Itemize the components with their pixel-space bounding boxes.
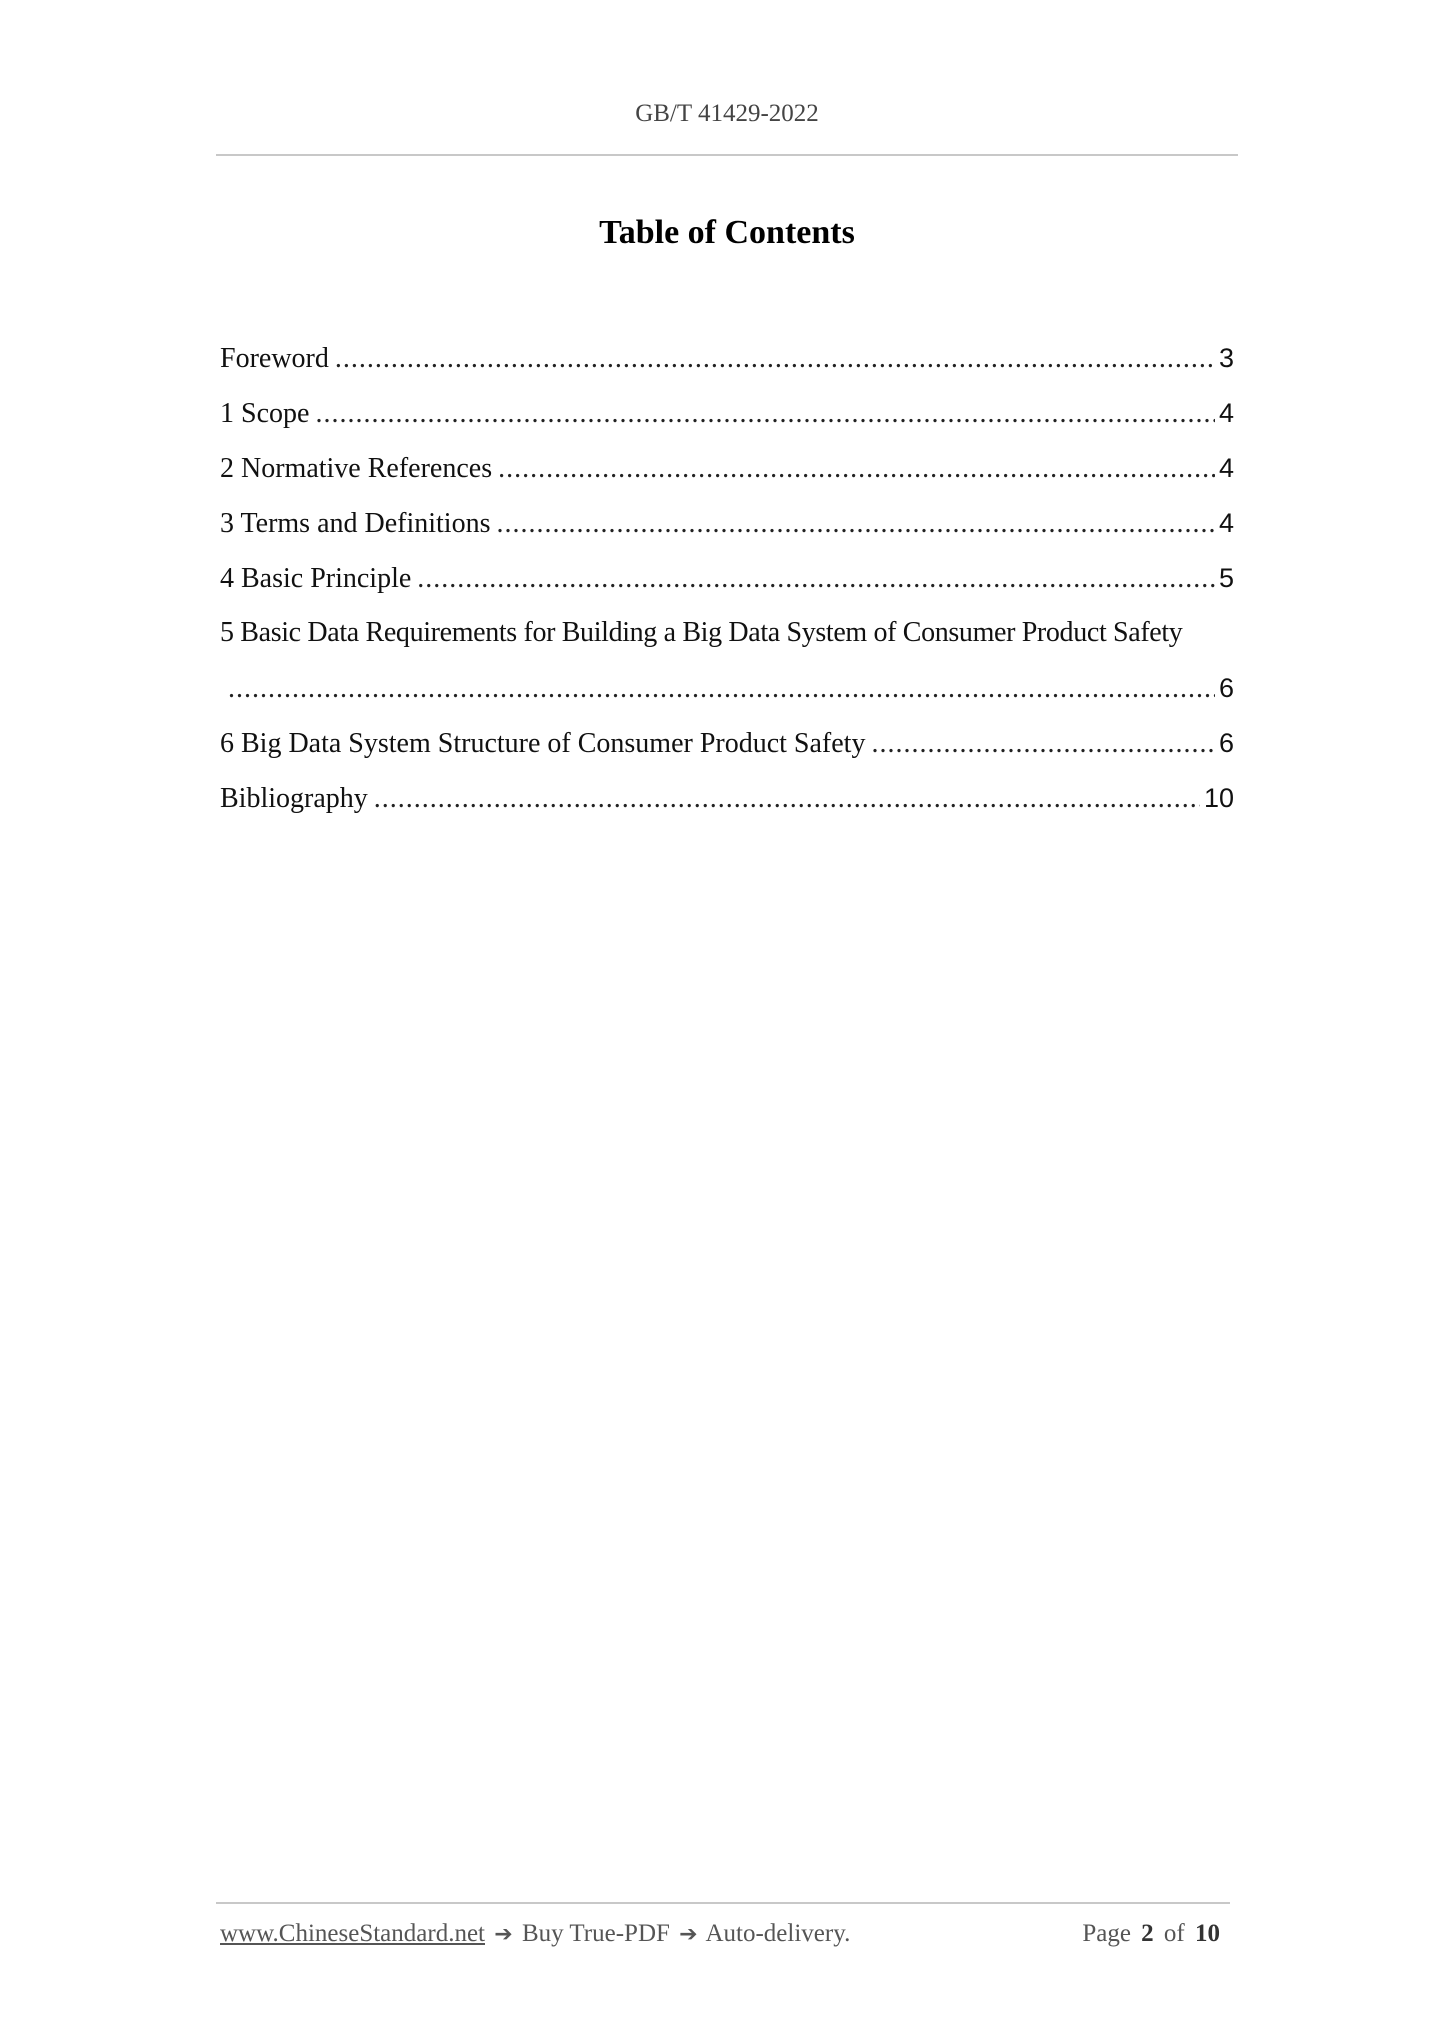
toc-page-number: 5 [1218, 563, 1234, 593]
header-divider [216, 154, 1238, 156]
page-word: Page [1082, 1920, 1131, 1947]
toc-entry-label: 5 Basic Data Requirements for Building a Big Data System of Consumer Product Safety [220, 617, 1183, 648]
toc-entry-bibliography[interactable] [220, 776, 1234, 820]
toc-entry-basic-principle[interactable] [220, 556, 1234, 600]
dot-leader [871, 722, 1215, 766]
auto-delivery-text: Auto-delivery. [705, 1920, 851, 1947]
footer-divider [216, 1902, 1230, 1904]
toc-entry-scope[interactable] [220, 391, 1234, 435]
dot-leader [417, 557, 1215, 601]
footer-promo [220, 1914, 850, 1955]
of-word: of [1163, 1920, 1185, 1947]
dot-leader [498, 447, 1215, 491]
toc-entry-foreword[interactable] [220, 336, 1234, 380]
toc-entry-label: 2 Normative References [220, 453, 493, 484]
buy-true-pdf-text: Buy True-PDF [521, 1920, 670, 1947]
page-indicator [1082, 1914, 1224, 1954]
toc-page-number: 6 [1218, 673, 1234, 703]
running-header: GB/T 41429-2022 [635, 100, 819, 127]
toc-page-number: 6 [1218, 728, 1234, 758]
toc-entry-basic-data-requirements[interactable] [220, 611, 1234, 655]
toc-entry-label: 4 Basic Principle [220, 563, 412, 594]
current-page-number: 2 [1141, 1920, 1154, 1947]
arrow-right-icon: ➔ [679, 1922, 698, 1947]
toc-entry-basic-data-requirements-continued[interactable] [220, 666, 1234, 710]
toc-page-number: 4 [1218, 398, 1234, 428]
toc-entry-system-structure[interactable] [220, 721, 1234, 765]
toc-entry-terms-and-definitions[interactable] [220, 501, 1234, 545]
dot-leader [496, 502, 1214, 546]
dot-leader [315, 392, 1215, 436]
arrow-right-icon: ➔ [494, 1922, 513, 1947]
total-page-number: 10 [1195, 1920, 1220, 1947]
toc-entry-label: 1 Scope [220, 398, 310, 429]
toc-page-number: 10 [1203, 783, 1234, 813]
toc-page-number: 3 [1218, 343, 1234, 373]
toc-page-number: 4 [1218, 453, 1234, 483]
toc-entry-normative-references[interactable] [220, 446, 1234, 490]
website-link[interactable]: www.ChineseStandard.net [220, 1920, 485, 1947]
toc-page-number: 4 [1218, 508, 1234, 538]
dot-leader [374, 777, 1200, 821]
toc-entry-label: 6 Big Data System Structure of Consumer Product Safety [220, 728, 866, 759]
page-title: Table of Contents [599, 214, 855, 251]
toc-entry-label: Bibliography [220, 783, 368, 814]
toc-entry-label: Foreword [220, 343, 329, 374]
dot-leader [220, 667, 1215, 711]
toc-entry-label: 3 Terms and Definitions [220, 508, 491, 539]
page-footer [220, 1914, 1232, 1954]
dot-leader [335, 337, 1215, 381]
